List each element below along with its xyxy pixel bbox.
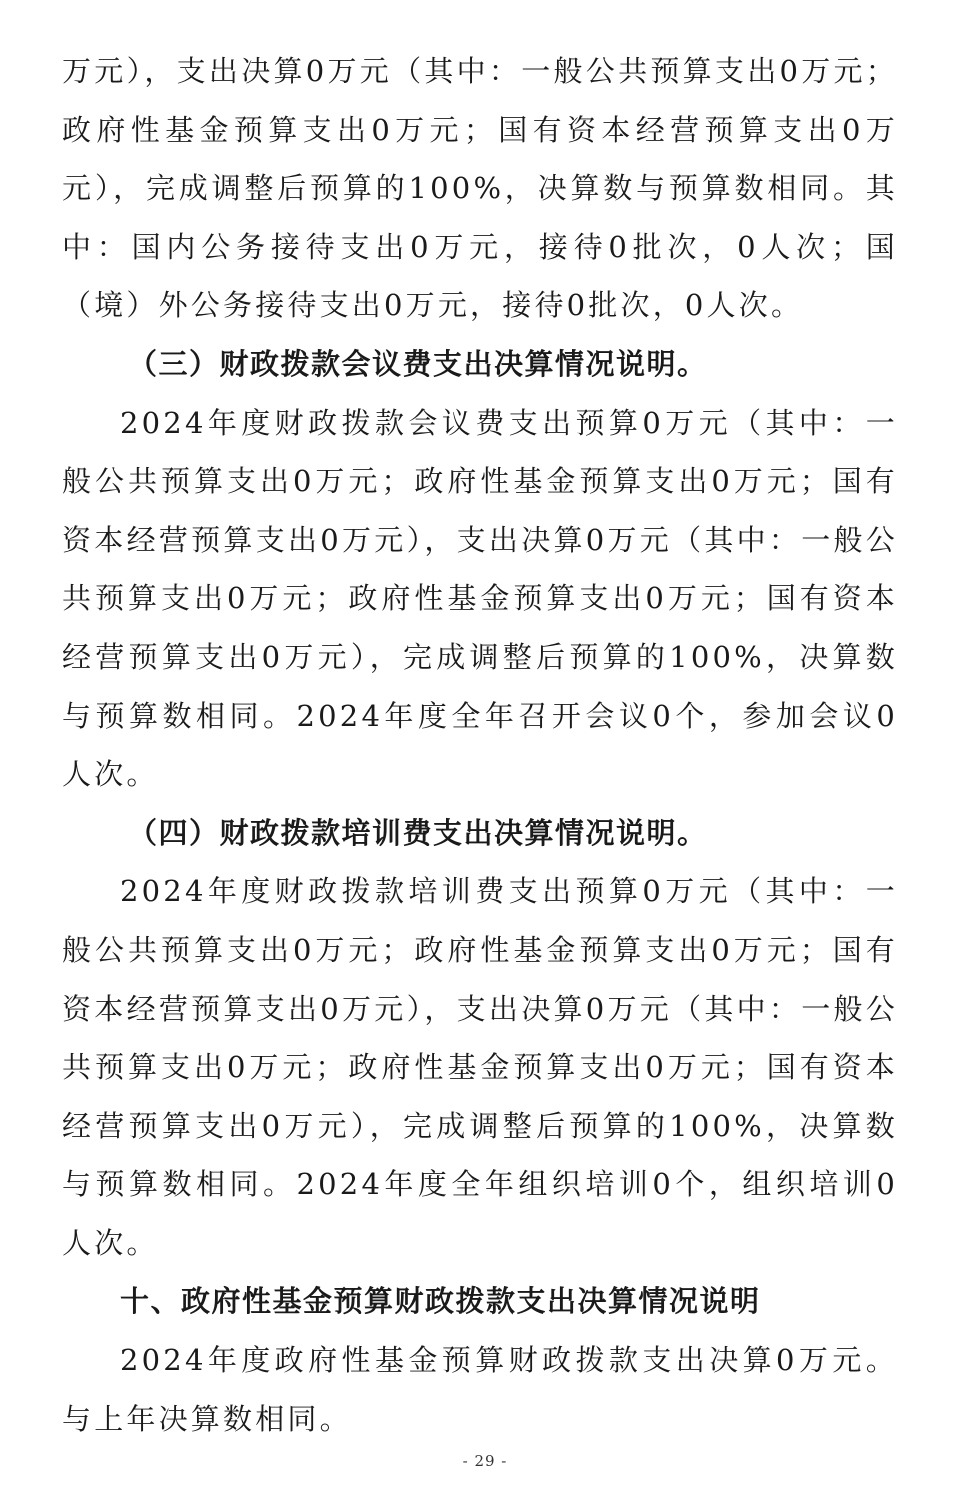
section-heading-meeting-fees: （三）财政拨款会议费支出决算情况说明。	[128, 346, 708, 381]
paragraph-reception-continuation: 万元），支出决算0万元（其中：一般公共预算支出0万元；政府性基金预算支出0万元；国有资本经营预算支出0万元），完成调整后预算的100%，决算数与预算数相同。其中：国内公务接待支出0万元，接待0批次，0人次；国（境）外公务接待支出0万元，接待0批次，0人次。	[62, 54, 898, 323]
paragraph-training-fees: 2024年度财政拨款培训费支出预算0万元（其中：一般公共预算支出0万元；政府性基金预算支出0万元；国有资本经营预算支出0万元），支出决算0万元（其中：一般公共预算支出0万元；政府性基金预算支出0万元；国有资本经营预算支出0万元），完成调整后预算的100%，决算数与预算数相同。2024年度全年组织培训0个，组织培训0人次。	[62, 874, 898, 1260]
document-body	[62, 42, 898, 1448]
paragraph-government-fund: 2024年度政府性基金预算财政拨款支出决算0万元。与上年决算数相同。	[62, 1343, 898, 1436]
paragraph-meeting-fees: 2024年度财政拨款会议费支出预算0万元（其中：一般公共预算支出0万元；政府性基金预算支出0万元；国有资本经营预算支出0万元），支出决算0万元（其中：一般公共预算支出0万元；政府性基金预算支出0万元；国有资本经营预算支出0万元），完成调整后预算的100%，决算数与预算数相同。2024年度全年召开会议0个，参加会议0人次。	[62, 405, 898, 792]
page-number: - 29 -	[462, 1452, 508, 1470]
section-heading-training-fees: （四）财政拨款培训费支出决算情况说明。	[128, 815, 708, 850]
section-heading-government-fund: 十、政府性基金预算财政拨款支出决算情况说明	[120, 1284, 761, 1319]
